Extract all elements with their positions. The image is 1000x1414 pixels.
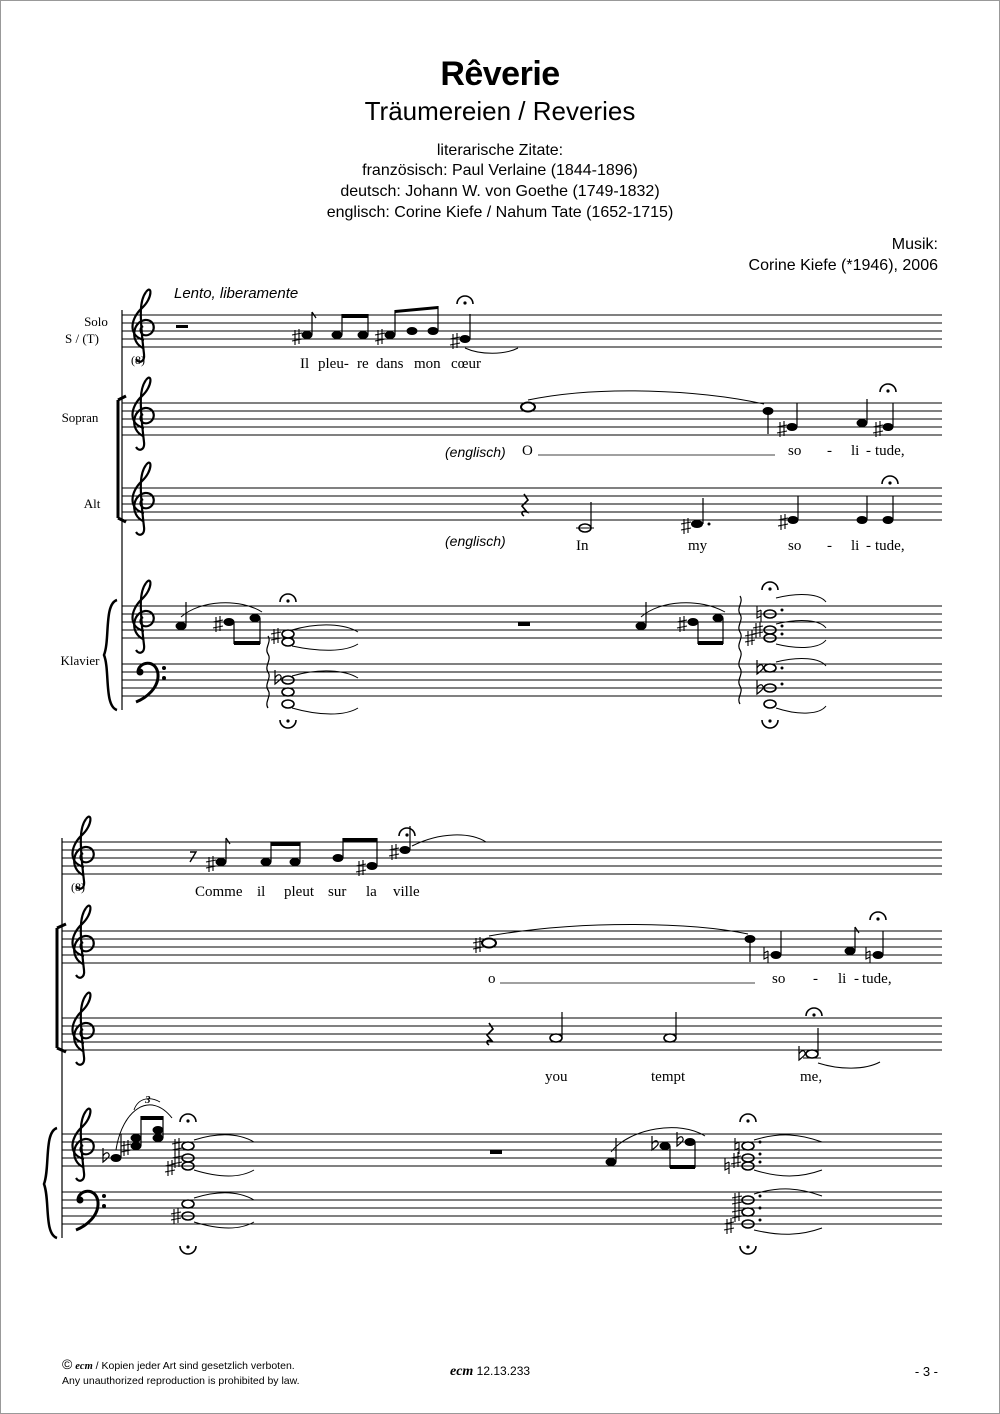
quote-german: deutsch: Johann W. von Goethe (1749-1832) xyxy=(340,183,660,200)
fermata-icon xyxy=(280,594,296,603)
alt-lyric: In xyxy=(576,538,589,554)
treble-clef-icon xyxy=(73,906,94,978)
sopran-lyric: O xyxy=(522,443,533,459)
fermata-icon xyxy=(457,296,473,305)
octave-mark: (8) xyxy=(131,353,145,367)
solo-lyric: re xyxy=(357,356,369,372)
sopran-staff-2 xyxy=(62,906,942,987)
solo-lyric: Comme xyxy=(195,884,243,900)
fermata-icon xyxy=(806,1008,822,1017)
alt-lyric: tude, xyxy=(875,538,905,554)
fermata-icon xyxy=(880,384,896,393)
system-2 xyxy=(44,817,942,1254)
solo-lyric: sur xyxy=(328,884,347,900)
treble-clef-icon xyxy=(133,378,154,450)
treble-clef-icon xyxy=(73,817,94,889)
sopran-lyric: - xyxy=(813,971,818,987)
solo-lyric: mon xyxy=(414,356,441,372)
sopran-lyric: - xyxy=(866,443,871,459)
composer-credit: Corine Kiefe (*1946), 2006 xyxy=(748,257,938,274)
treble-clef-icon xyxy=(133,463,154,535)
music-label: Musik: xyxy=(891,236,938,253)
solo-lyric: Il xyxy=(300,356,310,372)
fermata-icon xyxy=(740,1114,756,1123)
solo-staff-2 xyxy=(62,817,942,900)
alt-lyric: you xyxy=(545,1069,568,1085)
treble-clef-icon xyxy=(73,993,94,1065)
tempo-marking: Lento, liberamente xyxy=(174,285,299,302)
copyright-english: Any unauthorized reproduction is prohibited by law. xyxy=(62,1375,300,1387)
catalog-number-block xyxy=(450,1364,530,1380)
fermata-icon xyxy=(399,828,415,837)
quote-french: französisch: Paul Verlaine (1844-1896) xyxy=(362,162,638,179)
instrument-label-solo: Solo xyxy=(84,314,108,329)
treble-clef-icon xyxy=(133,581,154,653)
alt-lyric: - xyxy=(866,538,871,554)
sopran-lyric: tude, xyxy=(875,443,905,459)
sopran-lyric: - xyxy=(854,971,859,987)
page-subtitle: Träumereien / Reveries xyxy=(364,96,636,126)
alt-lyric: my xyxy=(688,538,708,554)
alt-staff xyxy=(84,463,942,554)
solo-lyric: il xyxy=(257,884,266,900)
sopran-lyric: li xyxy=(851,443,860,459)
copyright-notice xyxy=(62,1357,300,1388)
sopran-lyric: tude, xyxy=(862,971,892,987)
instrument-label-solo-voice: S / (T) xyxy=(65,331,99,346)
piano-bass-staff-2 xyxy=(62,1189,942,1254)
piano-bass-staff xyxy=(61,596,942,728)
solo-lyric: dans xyxy=(376,356,404,372)
solo-lyric: pleut xyxy=(284,884,314,900)
alt-lyric: tempt xyxy=(651,1069,686,1085)
fermata-icon xyxy=(180,1114,196,1123)
instrument-label-sopran: Sopran xyxy=(61,410,99,425)
alt-lyric: me, xyxy=(800,1069,823,1085)
alt-lyric: so xyxy=(788,538,802,554)
svg-text:o so - xyxy=(488,971,892,987)
treble-clef-icon xyxy=(73,1109,94,1181)
fermata-icon xyxy=(280,719,296,728)
fermata-icon xyxy=(180,1245,196,1254)
page-title: Rêverie xyxy=(440,55,560,93)
solo-lyric: la xyxy=(366,884,377,900)
fermata-icon xyxy=(762,719,778,728)
svg-text:O so - xyxy=(522,443,905,459)
svg-text:Il pleu- re xyxy=(300,356,481,372)
ecm-logo: ecm xyxy=(450,1364,474,1379)
catalog-number: 12.13.233 xyxy=(476,1364,531,1378)
piano-treble-staff-2 xyxy=(62,1094,942,1181)
language-note: (englisch) xyxy=(445,533,506,549)
svg-text:Comme il pleut xyxy=(195,884,420,900)
treble-clef-icon xyxy=(133,290,154,362)
fermata-icon xyxy=(740,1245,756,1254)
octave-mark: (8) xyxy=(71,880,85,894)
svg-text:In my so xyxy=(576,538,905,554)
piano-treble-staff xyxy=(122,581,942,653)
system-1 xyxy=(61,285,942,728)
sopran-staff xyxy=(62,378,942,460)
page-number: - 3 - xyxy=(914,1364,938,1379)
sopran-lyric: so xyxy=(788,443,802,459)
solo-lyric: ville xyxy=(393,884,420,900)
quote-english: englisch: Corine Kiefe / Nahum Tate (1652-1715) xyxy=(326,204,674,221)
alt-lyric: - xyxy=(827,538,832,554)
fermata-icon xyxy=(870,912,886,921)
sopran-lyric: so xyxy=(772,971,786,987)
solo-lyric: pleu- xyxy=(318,356,349,372)
sopran-lyric: - xyxy=(827,443,832,459)
fermata-icon xyxy=(762,582,778,591)
fermata-icon xyxy=(882,476,898,485)
ecm-logo: ecm xyxy=(75,1361,93,1372)
tuplet-number: 3 xyxy=(145,1094,151,1106)
instrument-label-alt: Alt xyxy=(83,496,101,511)
sopran-lyric: li xyxy=(838,971,847,987)
quotes-heading: literarische Zitate: xyxy=(436,142,564,159)
language-note: (englisch) xyxy=(445,444,506,460)
copyright-german: / Kopien jeder Art sind gesetzlich verboten. xyxy=(92,1360,295,1372)
alt-staff-2 xyxy=(62,993,942,1085)
copyright-icon: © xyxy=(62,1356,73,1372)
sopran-lyric: o xyxy=(488,971,496,987)
svg-text:you tempt me, xyxy=(545,1069,822,1085)
alt-lyric: li xyxy=(851,538,860,554)
instrument-label-klavier: Klavier xyxy=(60,653,100,668)
solo-lyric: cœur xyxy=(451,356,481,372)
